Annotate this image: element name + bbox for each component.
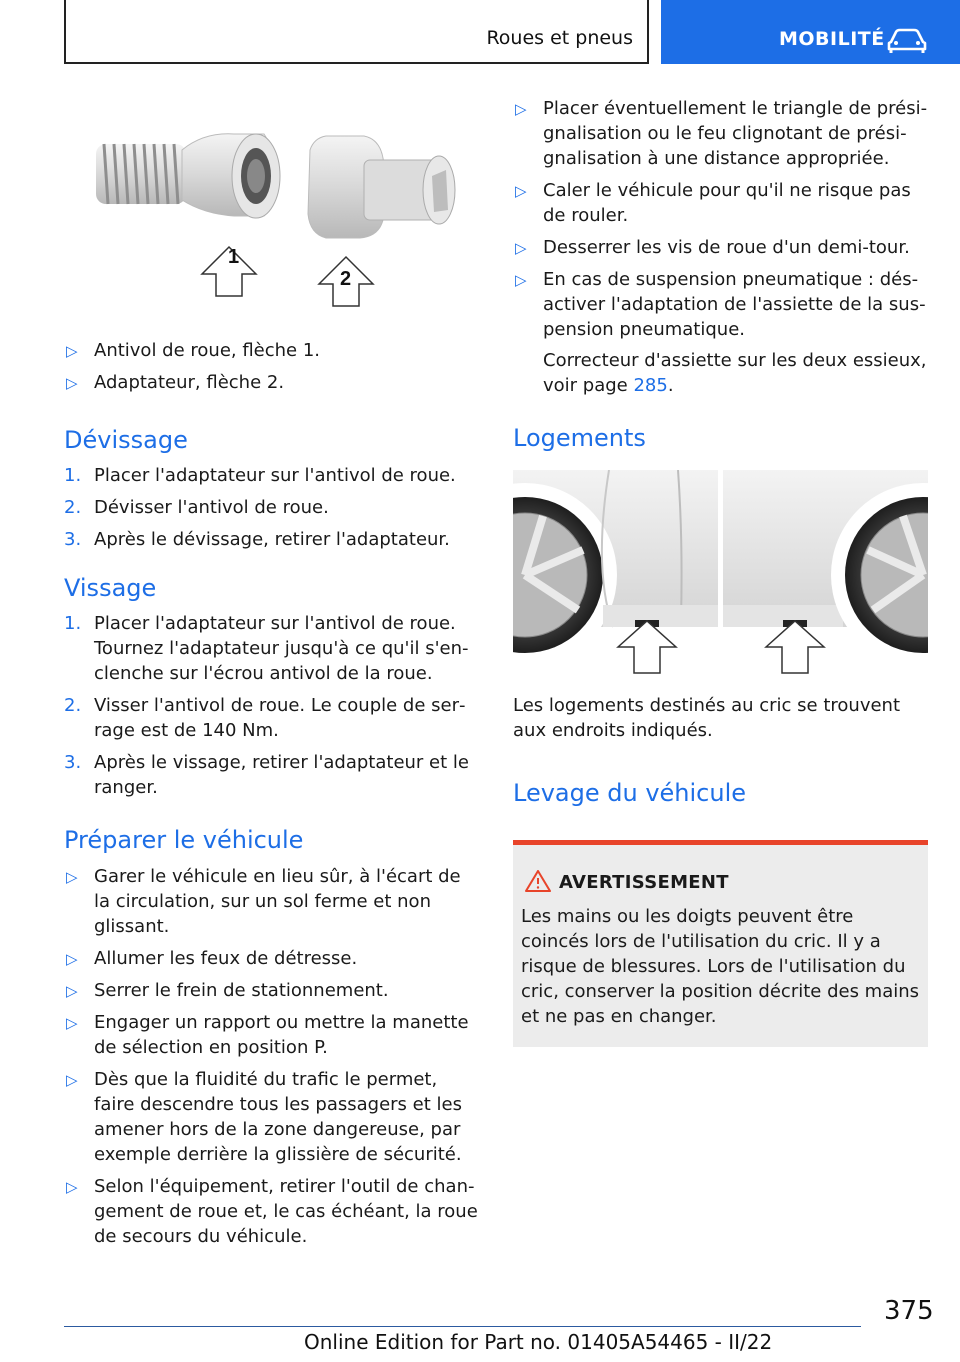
vissage-steps bbox=[64, 611, 479, 800]
list-item: 1. Placer l'adaptateur sur l'antivol de roue. bbox=[64, 465, 456, 486]
footer-divider bbox=[64, 1326, 861, 1327]
list-item: ▷ Serrer le frein de stationnement. bbox=[64, 978, 479, 1003]
warning-box bbox=[513, 840, 928, 1047]
right-column bbox=[513, 96, 928, 807]
triangle-bullet-icon: ▷ bbox=[66, 374, 78, 392]
page-number: 375 bbox=[884, 1296, 934, 1326]
page-link[interactable]: 285 bbox=[633, 375, 668, 396]
heading-devissage: Dévissage bbox=[64, 426, 188, 454]
list-item: ▷ Caler le véhicule pour qu'il ne risque pas de rouler. bbox=[515, 180, 911, 226]
heading-levage: Levage du véhicule bbox=[513, 779, 747, 807]
list-item: 2. Visser l'antivol de roue. Le couple de serrage est de 140 Nm. bbox=[64, 695, 466, 741]
preparer-list bbox=[64, 864, 479, 1249]
triangle-bullet-icon: ▷ bbox=[66, 982, 78, 1000]
list-item: 3. Après le dévissage, retirer l'adaptateur. bbox=[64, 529, 450, 550]
header-chapter-box bbox=[661, 0, 960, 64]
list-item: 2. Dévisser l'antivol de roue. bbox=[64, 497, 329, 518]
triangle-bullet-icon: ▷ bbox=[515, 239, 527, 257]
triangle-bullet-icon: ▷ bbox=[66, 342, 78, 360]
triangle-bullet-icon: ▷ bbox=[515, 271, 527, 289]
triangle-bullet-icon: ▷ bbox=[515, 100, 527, 118]
heading-preparer: Préparer le véhicule bbox=[64, 826, 304, 854]
left-column bbox=[64, 120, 479, 1249]
heading-vissage: Vissage bbox=[64, 574, 157, 602]
list-item: ▷ Antivol de roue, flèche 1. bbox=[64, 338, 479, 363]
list-item: ▷ Desserrer les vis de roue d'un demi-tour. bbox=[513, 235, 928, 260]
heading-logements: Logements bbox=[513, 424, 646, 452]
list-item: ▷ Placer éventuellement le triangle de présignalisation ou le feu clignotant de présignalisation à une distance appropriée. bbox=[515, 98, 928, 169]
warning-icon bbox=[525, 870, 551, 892]
list-item: ▷ Selon l'équipement, retirer l'outil de changement de roue et, le cas échéant, la roue de secours du véhicule. bbox=[66, 1176, 478, 1247]
jack-points-figure bbox=[513, 470, 928, 677]
list-item: ▷ Adaptateur, flèche 2. bbox=[64, 370, 479, 395]
triangle-bullet-icon: ▷ bbox=[66, 1178, 78, 1196]
triangle-bullet-icon: ▷ bbox=[515, 182, 527, 200]
list-item: ▷ Allumer les feux de détresse. bbox=[64, 946, 479, 971]
list-item: 3. Après le vissage, retirer l'adaptateur et le ranger. bbox=[64, 752, 469, 798]
list-item: ▷ Engager un rapport ou mettre la manette de sélection en position P. bbox=[66, 1012, 469, 1058]
triangle-bullet-icon: ▷ bbox=[66, 1071, 78, 1089]
warning-text: Les mains ou les doigts peuvent être coincés lors de l'utilisation du cric. Il y a risque de blessures. Lors de l'utilisation du cric, conserver la position décrite des mains et ne pas en changer. bbox=[521, 906, 920, 1027]
preparation-list-cont bbox=[513, 96, 928, 398]
triangle-bullet-icon: ▷ bbox=[66, 1014, 78, 1032]
header-section-title: Roues et pneus bbox=[486, 27, 633, 49]
devissage-steps bbox=[64, 463, 479, 552]
logements-text: Les logements destinés au cric se trouvent aux endroits indiqués. bbox=[513, 695, 901, 741]
lock-legend-list bbox=[64, 338, 479, 395]
header-chapter-title: MOBILITÉ bbox=[779, 28, 885, 50]
arrow-label-1: 1 bbox=[228, 246, 240, 268]
list-item: ▷ Dès que la fluidité du trafic le permet, faire descendre tous les passagers et les amener hors de la zone dangereuse, par exemple derrière la glissière de sécurité. bbox=[66, 1069, 462, 1165]
header-section-box bbox=[64, 0, 649, 64]
list-item: 1. Placer l'adaptateur sur l'antivol de roue. Tournez l'adaptateur jusqu'à ce qu'il s'enclenche sur l'écrou antivol de la roue. bbox=[64, 613, 469, 684]
cross-reference: Correcteur d'assiette sur les deux essieux, voir page 285. bbox=[543, 350, 927, 396]
bolt-threads bbox=[96, 144, 186, 204]
triangle-bullet-icon: ▷ bbox=[66, 950, 78, 968]
triangle-bullet-icon: ▷ bbox=[66, 868, 78, 886]
arrow-label-2: 2 bbox=[340, 268, 352, 290]
footer-edition: Online Edition for Part no. 01405A54465 - II/22 bbox=[304, 1330, 773, 1354]
wheel-lock-figure bbox=[64, 120, 479, 310]
warning-title: AVERTISSEMENT bbox=[559, 872, 729, 893]
car-icon bbox=[886, 26, 928, 54]
list-item: ▷ En cas de suspension pneumatique : désactiver l'adaptation de l'assiette de la suspension pneumatique. Correcteur d'assiette sur les deux essieux, voir page 285. bbox=[515, 269, 927, 396]
list-item: ▷ Garer le véhicule en lieu sûr, à l'écart de la circulation, sur un sol ferme et non glissant. bbox=[66, 866, 461, 937]
